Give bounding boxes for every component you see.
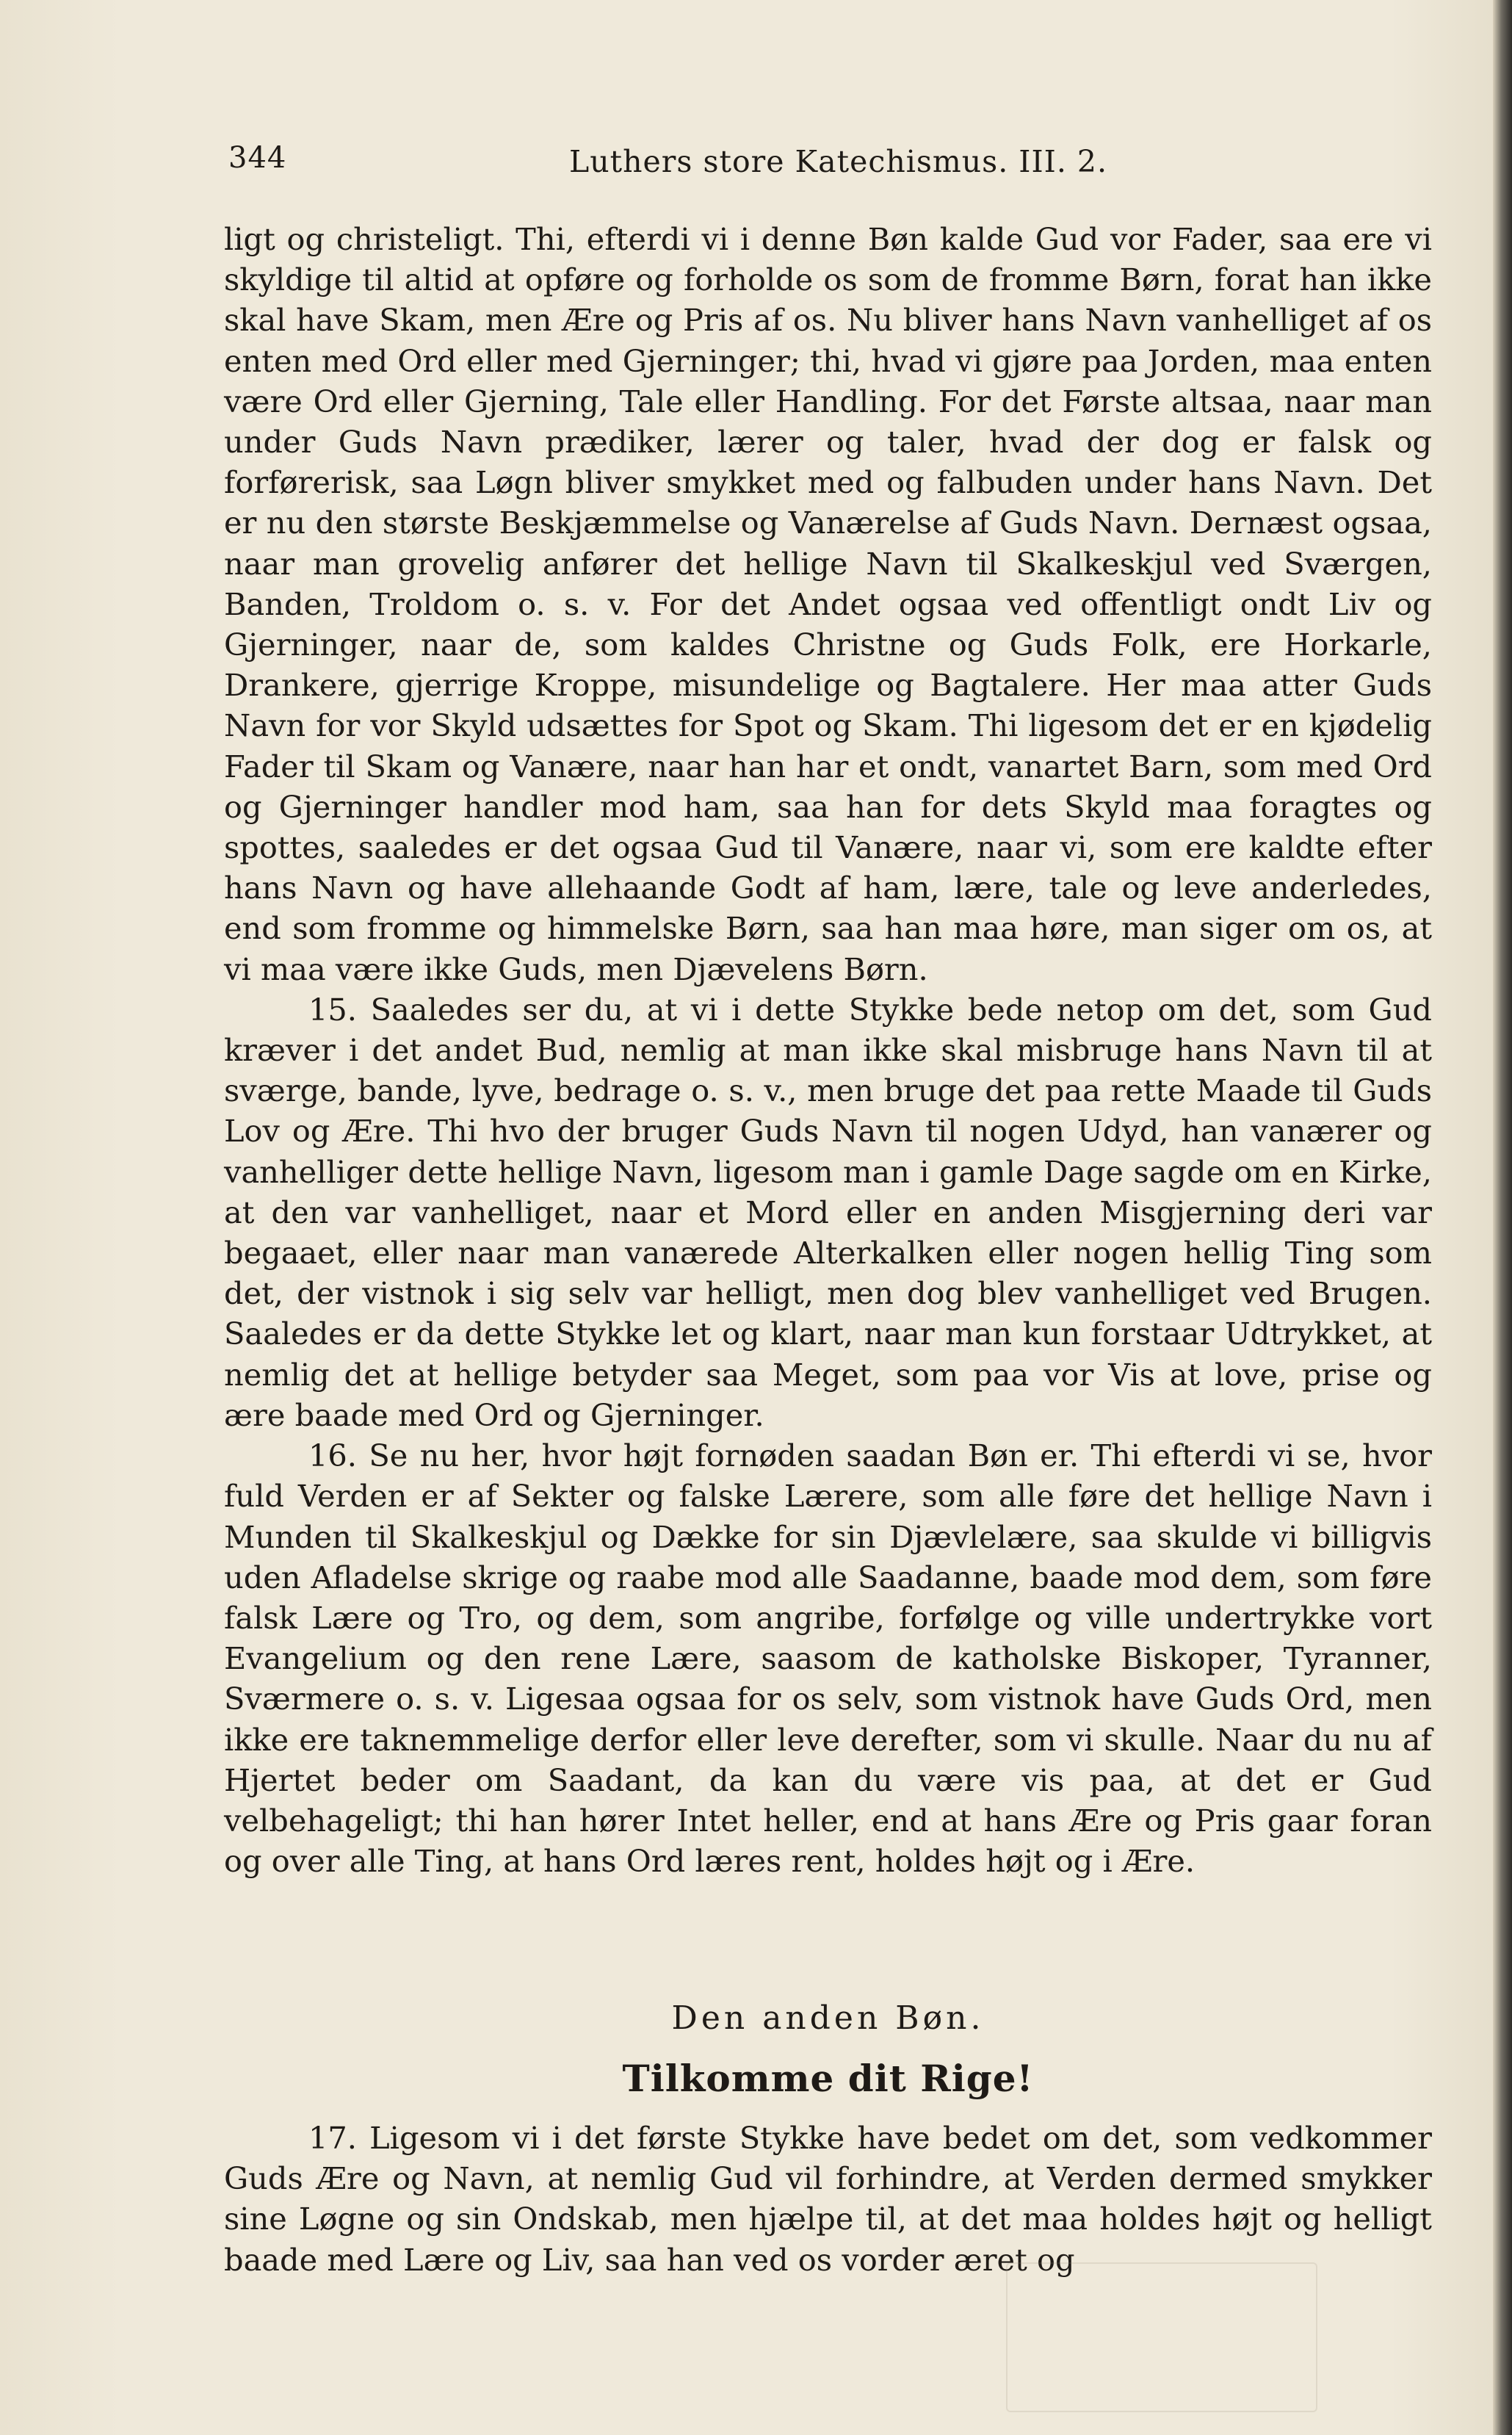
page-number: 344 [228,141,287,175]
body-text [224,219,1432,1881]
running-head: Luthers store Katechismus. III. 2. [569,144,1108,179]
page-edge-shadow [1493,0,1512,2435]
paragraph-continuation: ligt og christeligt. Thi, efterdi vi i denne Bøn kalde Gud vor Fader, saa ere vi skyldige til altid at opføre og forholde os som de fromme Børn, forat han ikke skal have Skam, men Ære og Pris af os. Nu bliver hans Navn vanhelliget af os enten med Ord eller med Gjerninger; thi, hvad vi gjøre paa Jorden, maa enten være Ord eller Gjerning, Tale eller Handling. For det Første altsaa, naar man under Guds Navn prædiker, lærer og taler, hvad der dog er falsk og forførerisk, saa Løgn bliver smykket med og falbuden under hans Navn. Det er nu den største Beskjæmmelse og Vanærelse af Guds Navn. Dernæst ogsaa, naar man grovelig anfører det hellige Navn til Skalkeskjul ved Sværgen, Banden, Troldom o. s. v. For det Andet ogsaa ved offentligt ondt Liv og Gjerninger, naar de, som kaldes Christne og Guds Folk, ere Horkarle, Drankere, gjerrige Kroppe, misundelige og Bagtalere. Her maa atter Guds Navn for vor Skyld udsættes for Spot og Skam. Thi ligesom det er en kjødelig Fader til Skam og Vanære, naar han har et ondt, vanartet Barn, som med Ord og Gjerninger handler mod ham, saa han for dets Skyld maa foragtes og spottes, saaledes er det ogsaa Gud til Vanære, naar vi, som ere kaldte efter hans Navn og have allehaande Godt af ham, lære, tale og leve anderledes, end som fromme og himmelske Børn, saa han maa høre, man siger om os, at vi maa være ikke Guds, men Djævelens Børn. [224,221,1432,987]
paragraph-17: 17. Ligesom vi i det første Stykke have bedet om det, som vedkommer Guds Ære og Navn, at nemlig Gud vil forhindre, at Verden dermed smykker sine Løgne og sin Ondskab, men hjælpe til, at det maa holdes højt og helligt baade med Lære og Liv, saa han ved os vorder æret og [224,2120,1432,2278]
section-heading: Den anden Bøn. [671,1999,985,2037]
petition-title: Tilkomme dit Rige! [622,2057,1034,2100]
body-text-continued [224,2118,1432,2280]
page-header [224,141,1414,192]
paragraph-16: 16. Se nu her, hvor højt fornøden saadan Bøn er. Thi efterdi vi se, hvor fuld Verden er af Sekter og falske Lærere, som alle føre det hellige Navn i Munden til Skalkeskjul og Dække for sin Djævlelære, saa skulde vi billigvis uden Afladelse skrige og raabe mod alle Saadanne, baade mod dem, som føre falsk Lære og Tro, og dem, som angribe, forfølge og ville undertrykke vort Evangelium og den rene Lære, saasom de katholske Biskoper, Tyranner, Sværmere o. s. v. Ligesaa ogsaa for os selv, som vistnok have Guds Ord, men ikke ere taknemmelige derfor eller leve derefter, som vi skulle. Naar du nu af Hjertet beder om Saadant, da kan du være vis paa, at det er Gud velbehageligt; thi han hører Intet heller, end at hans Ære og Pris gaar foran og over alle Ting, at hans Ord læres rent, holdes højt og i Ære. [224,1437,1432,1880]
paper-stain [1006,2262,1317,2412]
paragraph-15: 15. Saaledes ser du, at vi i dette Stykke bede netop om det, som Gud kræver i det andet Bud, nemlig at man ikke skal misbruge hans Navn til at sværge, bande, lyve, bedrage o. s. v., men bruge det paa rette Maade til Guds Lov og Ære. Thi hvo der bruger Guds Navn til nogen Udyd, han vanærer og vanhelliger dette hellige Navn, ligesom man i gamle Dage sagde om en Kirke, at den var vanhelliget, naar et Mord eller en anden Misgjerning deri var begaaet, eller naar man vanærede Alterkalken eller nogen hellig Ting som det, der vistnok i sig selv var helligt, men dog blev vanhelliget ved Brugen. Saaledes er da dette Stykke let og klart, naar man kun forstaar Udtrykket, at nemlig det at hellige betyder saa Meget, som paa vor Vis at love, prise og ære baade med Ord og Gjerninger. [224,991,1432,1433]
